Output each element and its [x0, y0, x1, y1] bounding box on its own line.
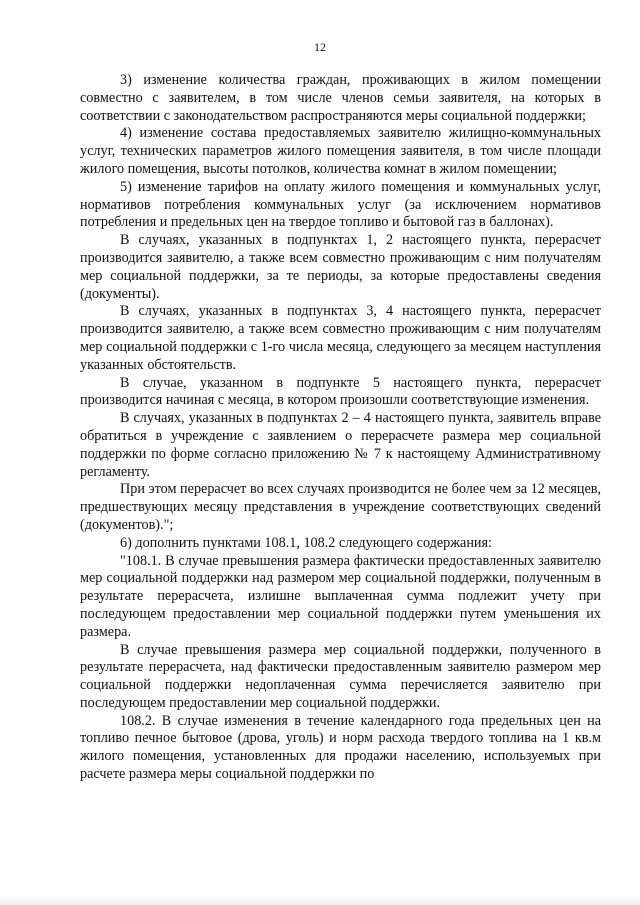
paragraph-item-4: 4) изменение состава предоставляемых заявителю жилищно-коммунальных услуг, технических параметров жилого помещения заявителя, в том числе площади жилого помещения, высоты потолков, количества комнат в жилом помещении; — [80, 125, 601, 177]
scan-edge-shadow — [0, 895, 640, 905]
paragraph-108-2: 108.2. В случае изменения в течение календарного года предельных цен на топливо печное бытовое (дрова, уголь) и норм расхода твердого топлива на 1 кв.м жилого помещения, установленных для продажи населению, используемых при расчете размера меры социальной поддержки по — [80, 712, 601, 783]
page-number: 12 — [314, 40, 326, 54]
paragraph-recalc-item-5: В случае, указанном в подпункте 5 настоящего пункта, перерасчет производится начиная с месяца, в котором произошли соответствующие изменения. — [80, 374, 601, 409]
paragraph-108-1: "108.1. В случае превышения размера фактически предоставленных заявителю мер социальной поддержки над размером мер социальной поддержки, полученным в результате перерасчета, излишне выплаченная сумма подлежит учету при последующем предоставлении мер социальной поддержки путем уменьшения их размера. — [80, 552, 601, 640]
paragraph-item-5: 5) изменение тарифов на оплату жилого помещения и коммунальных услуг, нормативов потребления коммунальных услуг (за исключением нормативов потребления и предельных цен на твердое топливо и бытовой газ в баллонах). — [80, 178, 601, 231]
paragraph-recalc-items-3-4: В случаях, указанных в подпунктах 3, 4 настоящего пункта, перерасчет производится заявителю, а также всем совместно проживающим с ним получателям мер социальной поддержки с 1-го числа месяца, следующего за месяцем наступления указанных обстоятельств. — [80, 303, 601, 373]
document-body — [80, 72, 601, 784]
paragraph-amendment-6: 6) дополнить пунктами 108.1, 108.2 следующего содержания: — [120, 534, 492, 551]
paragraph-recalc-items-1-2: В случаях, указанных в подпунктах 1, 2 настоящего пункта, перерасчет производится заявителю, а также всем совместно проживающим с ним получателям мер социальной поддержки, за те периоды, за которые предоставлены сведения (документы). — [80, 232, 601, 302]
paragraph-108-1-underpayment: В случае превышения размера мер социальной поддержки, полученного в результате перерасчета, над фактически предоставленным заявителю размером мер социальной поддержки недоплаченная сумма перечисляется заявителю при последующем предоставлении мер социальной поддержки. — [80, 641, 601, 711]
paragraph-item-3: 3) изменение количества граждан, проживающих в жилом помещении совместно с заявителем, в том числе членов семьи заявителя, на которых в соответствии с законодательством распространяются меры социальной поддержки; — [80, 72, 601, 124]
paragraph-recalc-limit: При этом перерасчет во всех случаях производится не более чем за 12 месяцев, предшествующих месяцу представления в учреждение соответствующих сведений (документов)."; — [80, 481, 601, 533]
paragraph-recalc-application: В случаях, указанных в подпунктах 2 – 4 настоящего пункта, заявитель вправе обратиться в учреждение с заявлением о перерасчете размера мер социальной поддержки по форме согласно приложению № 7 к настоящему Административному регламенту. — [80, 410, 601, 480]
